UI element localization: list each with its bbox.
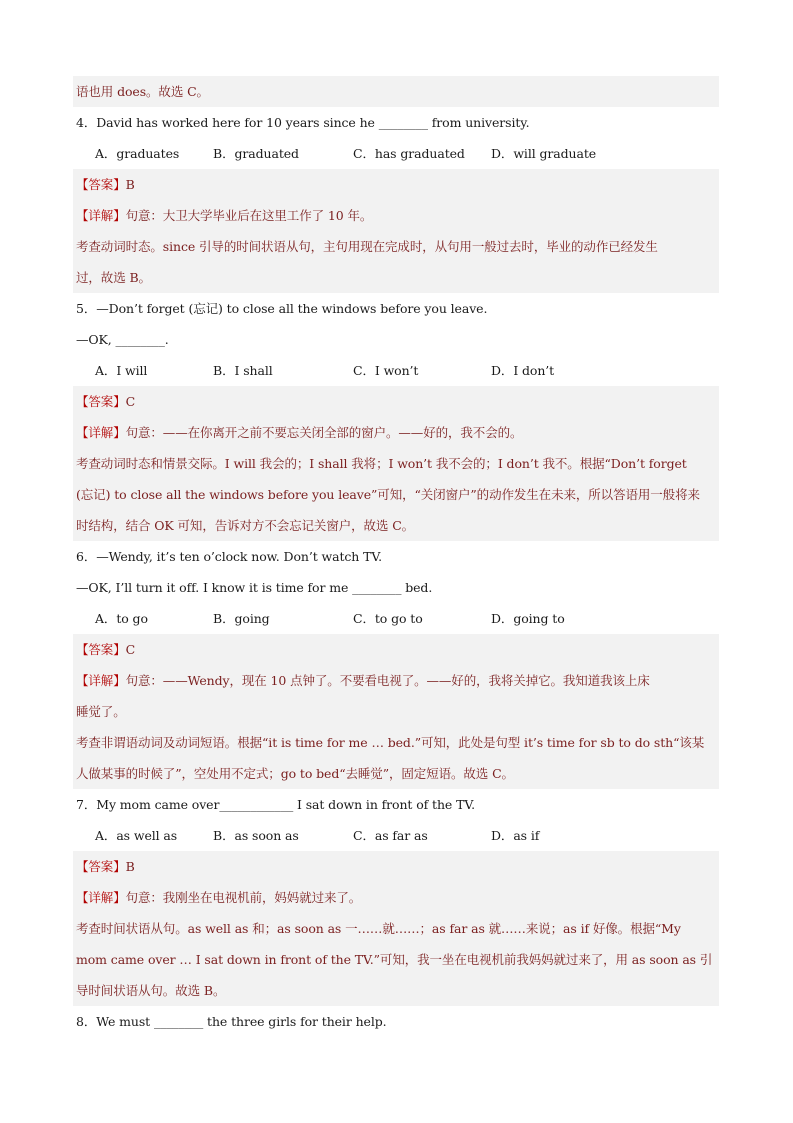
answer-tag: 【答案】 — [76, 394, 126, 409]
question-line: 6．—Wendy, it’s ten o’clock now. Don’t watch TV. — [76, 549, 382, 564]
detail-line — [73, 665, 719, 696]
explanation-line: 考查时间状语从句。as well as 和；as soon as 一……就……；as far as 就……来说；as if 好像。根据“My — [73, 913, 719, 944]
answer-line — [73, 169, 719, 200]
option-a: A．graduates — [95, 146, 180, 161]
option-b: B．I shall — [213, 363, 273, 378]
option-a: A．as well as — [95, 828, 178, 843]
options-row — [73, 355, 719, 386]
question-line: 5．—Don’t forget (忘记) to close all the windows before you leave. — [76, 301, 488, 316]
option-b: B．graduated — [213, 146, 299, 161]
explanation-line: mom came over … I sat down in front of the TV.”可知，我一坐在电视机前我妈妈就过来了，用 as soon as 引 — [73, 944, 719, 975]
explanation-line: 语也用 does。故选 C。 — [73, 76, 719, 107]
options-row — [73, 138, 719, 169]
option-d: D．as if — [491, 828, 540, 843]
question-line: 7．My mom came over____________ I sat down in front of the TV. — [76, 797, 475, 812]
answer-text: B — [125, 177, 135, 192]
option-c: C．has graduated — [353, 146, 465, 161]
explanation-line: 睡觉了。 — [73, 696, 719, 727]
answer-line — [73, 851, 719, 882]
question-line: —OK, ________. — [76, 332, 169, 347]
detail-text: 句意：——在你离开之前不要忘关闭全部的窗户。——好的，我不会的。 — [125, 425, 523, 440]
question-line: 4．David has worked here for 10 years since he ________ from university. — [76, 115, 530, 130]
explanation-line: 时结构，结合 OK 可知，告诉对方不会忘记关窗户，故选 C。 — [73, 510, 719, 541]
explanation-line: 过，故选 B。 — [73, 262, 719, 293]
explanation-line: 考查动词时态。since 引导的时间状语从句，主句用现在完成时，从句用一般过去时，毕业的动作已经发生 — [73, 231, 719, 262]
document-page — [73, 76, 719, 1037]
option-d: D．going to — [491, 611, 565, 626]
answer-line — [73, 386, 719, 417]
option-b: B．as soon as — [213, 828, 299, 843]
options-row — [73, 603, 719, 634]
explanation-line: 考查动词时态和情景交际。I will 我会的；I shall 我将；I won’t 我不会的；I don’t 我不。根据“Don’t forget — [73, 448, 719, 479]
detail-text: 句意：——Wendy，现在 10 点钟了。不要看电视了。——好的，我将关掉它。我知道我该上床 — [125, 673, 650, 688]
answer-text: C — [125, 394, 136, 409]
detail-tag: 【详解】 — [76, 425, 126, 440]
option-c: C．to go to — [353, 611, 423, 626]
options-row — [73, 820, 719, 851]
option-d: D．will graduate — [491, 146, 597, 161]
option-a: A．to go — [95, 611, 148, 626]
answer-line — [73, 634, 719, 665]
question-line: 8．We must ________ the three girls for their help. — [76, 1014, 387, 1029]
detail-tag: 【详解】 — [76, 208, 126, 223]
question-line: —OK, I’ll turn it off. I know it is time for me ________ bed. — [76, 580, 433, 595]
answer-text: B — [125, 859, 135, 874]
answer-text: C — [125, 642, 136, 657]
detail-tag: 【详解】 — [76, 673, 126, 688]
option-b: B．going — [213, 611, 270, 626]
answer-tag: 【答案】 — [76, 642, 126, 657]
answer-tag: 【答案】 — [76, 177, 126, 192]
explanation-line: (忘记) to close all the windows before you leave”可知，“关闭窗户”的动作发生在未来，所以答语用一般将来 — [73, 479, 719, 510]
explanation-line: 考查非谓语动词及动词短语。根据“it is time for me … bed.”可知，此处是句型 it’s time for sb to do sth“该某 — [73, 727, 719, 758]
explanation-line: 导时间状语从句。故选 B。 — [73, 975, 719, 1006]
detail-line — [73, 200, 719, 231]
option-a: A．I will — [95, 363, 148, 378]
detail-line — [73, 417, 719, 448]
detail-text: 句意：大卫大学毕业后在这里工作了 10 年。 — [125, 208, 373, 223]
answer-tag: 【答案】 — [76, 859, 126, 874]
detail-text: 句意：我刚坐在电视机前，妈妈就过来了。 — [125, 890, 362, 905]
option-c: C．I won’t — [353, 363, 419, 378]
explanation-line: 人做某事的时候了”，空处用不定式；go to bed“去睡觉”，固定短语。故选 C。 — [73, 758, 719, 789]
detail-line — [73, 882, 719, 913]
option-c: C．as far as — [353, 828, 428, 843]
option-d: D．I don’t — [491, 363, 555, 378]
detail-tag: 【详解】 — [76, 890, 126, 905]
